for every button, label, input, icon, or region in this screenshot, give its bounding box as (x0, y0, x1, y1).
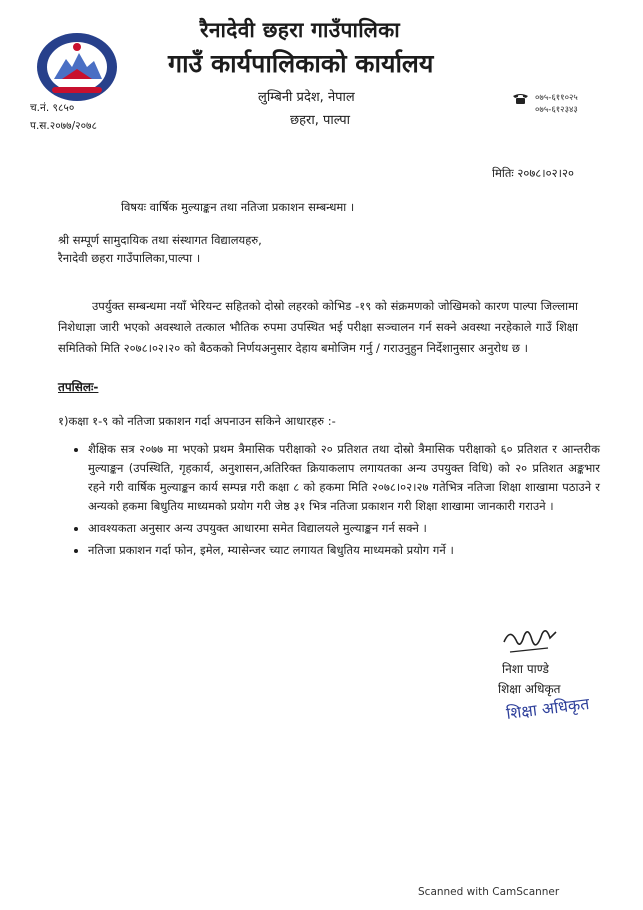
office-name: गाउँ कार्यपालिकाको कार्यालय (168, 49, 434, 78)
point-1: १)कक्षा १-९ को नतिजा प्रकाशन गर्दा अपनाउन सकिने आधारहरु :- (58, 414, 336, 428)
list-item: • नतिजा प्रकाशन गर्दा फोन, इमेल, म्यासेन्जर च्याट लगायत बिधुतिय माध्यमको प्रयोग गर्ने । (88, 541, 600, 560)
phone-number-1: ०७५-६११०२५ (535, 93, 578, 103)
address-province: लुम्बिनी प्रदेश, नेपाल (258, 90, 355, 105)
signatory-name: निशा पाण्डे (502, 662, 549, 676)
details-heading: तपसिलः- (58, 380, 99, 394)
scanner-watermark: Scanned with CamScanner (418, 886, 560, 898)
signatory-title: शिक्षा अधिकृत (498, 682, 561, 696)
letter-date: मितिः २०७८।०२।२० (492, 166, 574, 180)
list-item: • आवश्यकता अनुसार अन्य उपयुक्त आधारमा समेत विद्यालयले मुल्याङ्कन गर्न सक्ने । (88, 519, 600, 538)
recipient-line-2: रैनादेवी छहरा गाउँपालिका,पाल्पा । (58, 251, 201, 265)
letter-body (58, 296, 578, 359)
handwritten-signature (500, 622, 560, 658)
telephone-icon (512, 93, 529, 105)
reference-number: च.नं. ९८५० (30, 102, 75, 114)
list-item: • शैक्षिक सत्र २०७७ मा भएको प्रथम त्रैमासिक परीक्षाको २० प्रतिशत तथा दोस्रो त्रैमासिक परीक्षाको ६० प्रतिशत र आन्तरीक मुल्याङ्कन (उपस्थिति, गृहकार्य, अनुशासन,अतिरिक्त क्रियाकलाप लगायतका अन्य उपयुक्त विधि) को २० प्रतिशत अङ्कभार रहने गरी वार्षिक मुल्याङ्कन कार्य सम्पन्न गरी कक्षा ८ को हकमा मिति २०७८।०२।२७ गतेभित्र नतिजा शिक्षा शाखामा पठाउने र अन्यको हकमा बिधुतिय माध्यमको प्रयोग गरी जेष्ठ ३१ भित्र नतिजा प्रकाशन गरी शिक्षा शाखामा जानकारी गराउने । (88, 440, 600, 516)
official-stamp: शिक्षा अधिकृत (505, 693, 591, 724)
letter-subject: विषयः वार्षिक मुल्याङ्कन तथा नतिजा प्रकाशन सम्बन्धमा । (121, 200, 355, 214)
address-local: छहरा, पाल्पा (290, 113, 351, 128)
letter-body-text: उपर्युक्त सम्बन्धमा नयाँ भेरियन्ट सहितको दोस्रो लहरको कोभिड -१९ को संक्रमणको जोखिमको कारण पाल्पा जिल्लामा निशेधाज्ञा जारी भएको अवस्थाले तत्काल भौतिक रुपमा उपस्थित भई परीक्षा सञ्चालन गर्न सक्ने अवस्था नरहेकाले गाउँ शिक्षा समितिको मिति २०७८।०२।२० को बैठकको निर्णयअनुसार देहाय बमोजिम गर्नु / गराउनुहुन निर्देशानुसार अनुरोध छ । (58, 299, 578, 355)
municipality-name: रैनादेवी छहरा गाउँपालिका (200, 18, 401, 42)
municipality-emblem-icon (32, 27, 122, 105)
fiscal-year: प.स.२०७७/२०७८ (30, 120, 97, 132)
criteria-list (70, 440, 600, 563)
phone-number-2: ०७५-६१२३४३ (535, 105, 578, 115)
recipient-line-1: श्री सम्पूर्ण सामुदायिक तथा संस्थागत विद्यालयहरु, (58, 233, 262, 247)
